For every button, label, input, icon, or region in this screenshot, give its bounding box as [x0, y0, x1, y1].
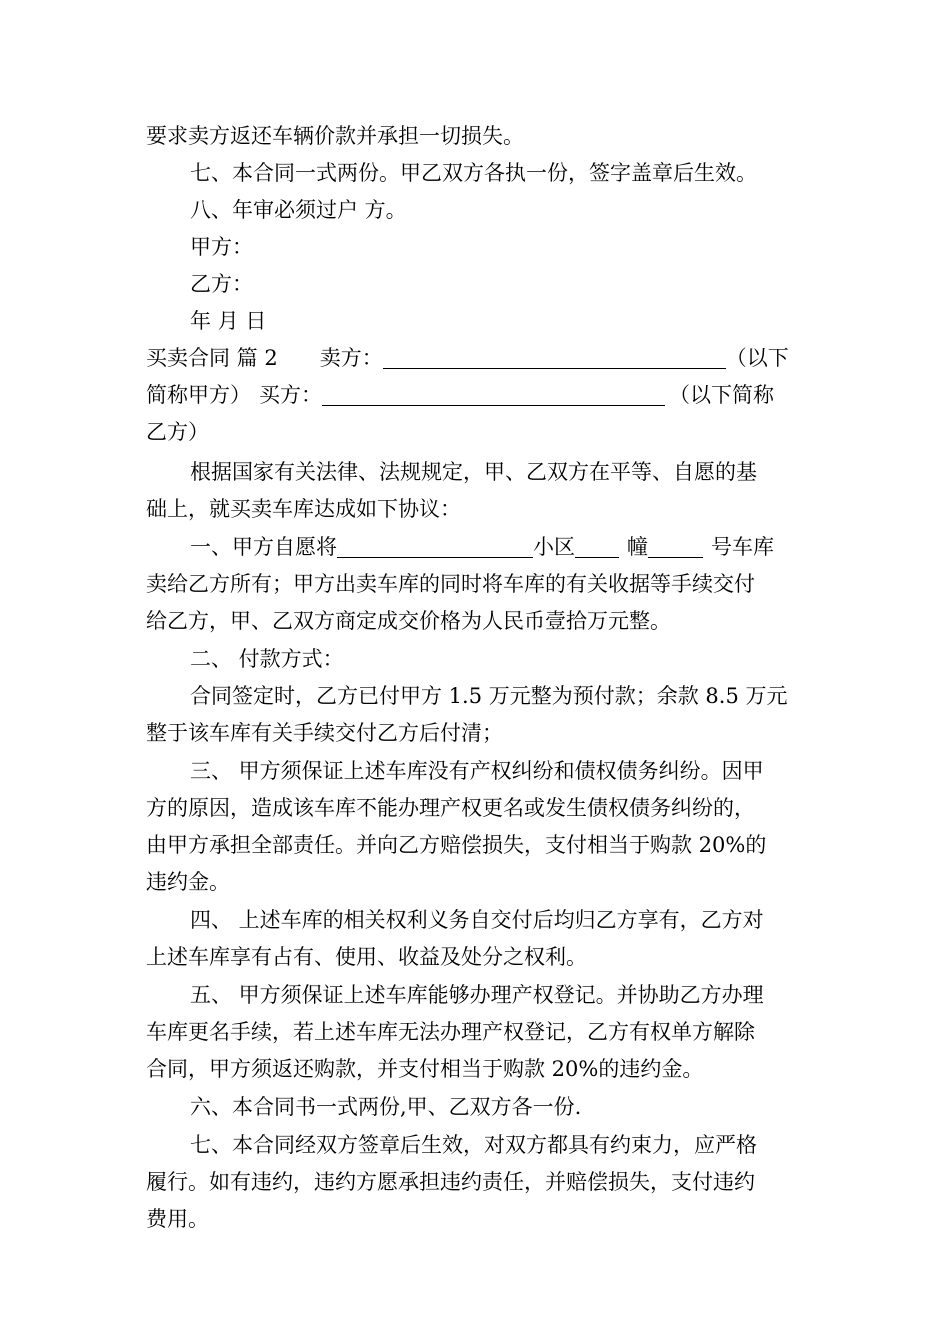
seller-abbrev: 简称甲方）	[146, 383, 251, 407]
clause-7: 七、本合同一式两份。甲乙双方各执一份，签字盖章后生效。	[190, 161, 757, 185]
text-line: 合同，甲方须返还购款，并支付相当于购款 20%的违约金。	[146, 1057, 704, 1081]
text-line: 要求卖方返还车辆价款并承担一切损失。	[146, 124, 524, 148]
contract-page	[146, 118, 806, 1238]
buyer-blank	[322, 381, 665, 406]
buyer-label: 买方：	[259, 383, 322, 407]
text-line: 卖给乙方所有；甲方出卖车库的同时将车库的有关收据等手续交付	[146, 572, 755, 596]
payment-terms: 合同签定时，乙方已付甲方 1.5 万元整为预付款；余款 8.5 万元	[190, 684, 788, 708]
garage-label: 号车库	[711, 535, 774, 559]
clause-5: 五、 甲方须保证上述车库能够办理产权登记。并协助乙方办理	[190, 983, 764, 1007]
seller-suffix: （以下	[725, 346, 789, 370]
clause-6: 六、本合同书一式两份,甲、乙双方各一份.	[190, 1095, 582, 1119]
text-line: 方的原因，造成该车库不能办理产权更名或发生债权债务纠纷的，	[146, 796, 755, 820]
clause-3: 三、 甲方须保证上述车库没有产权纠纷和债权债务纠纷。因甲	[190, 759, 764, 783]
building-blank	[575, 533, 619, 558]
text-line: 础上，就买卖车库达成如下协议：	[146, 497, 461, 521]
clause-8: 八、年审必须过户 方。	[190, 198, 407, 222]
text-line: 费用。	[146, 1207, 209, 1231]
seller-label: 卖方：	[319, 346, 383, 370]
building-label: 幢	[627, 535, 648, 559]
community-blank	[337, 533, 533, 558]
buyer-line	[146, 377, 806, 414]
text-line: 上述车库享有占有、使用、收益及处分之权利。	[146, 945, 587, 969]
text-line: 车库更名手续，若上述车库无法办理产权登记，乙方有权单方解除	[146, 1020, 755, 1044]
text-line: 整于该车库有关手续交付乙方后付清；	[146, 721, 503, 745]
garage-number-blank	[648, 533, 703, 558]
contract-title: 买卖合同 篇 2	[146, 346, 278, 370]
clause-1-lead: 一、甲方自愿将	[190, 535, 337, 559]
buyer-suffix: （以下简称	[669, 383, 774, 407]
text-line: 履行。如有违约，违约方愿承担违约责任，并赔偿损失，支付违约	[146, 1170, 755, 1194]
community-label: 小区	[533, 535, 575, 559]
party-b-signature-label: 乙方：	[190, 272, 253, 296]
clause-1	[146, 529, 806, 566]
preamble: 根据国家有关法律、法规规定，甲、乙双方在平等、自愿的基	[190, 460, 757, 484]
text-line: 乙方）	[146, 420, 209, 444]
seller-blank	[383, 344, 726, 369]
clause-2: 二、 付款方式：	[190, 647, 344, 671]
text-line: 由甲方承担全部责任。并向乙方赔偿损失，支付相当于购款 20%的	[146, 833, 767, 857]
text-line: 违约金。	[146, 870, 230, 894]
contract-2-header	[146, 340, 806, 377]
clause-7b: 七、本合同经双方签章后生效，对双方都具有约束力，应严格	[190, 1133, 757, 1157]
date-label: 年 月 日	[190, 309, 267, 333]
clause-4: 四、 上述车库的相关权利义务自交付后均归乙方享有，乙方对	[190, 908, 764, 932]
text-line: 给乙方，甲、乙双方商定成交价格为人民币壹拾万元整。	[146, 609, 671, 633]
party-a-signature-label: 甲方：	[190, 235, 253, 259]
